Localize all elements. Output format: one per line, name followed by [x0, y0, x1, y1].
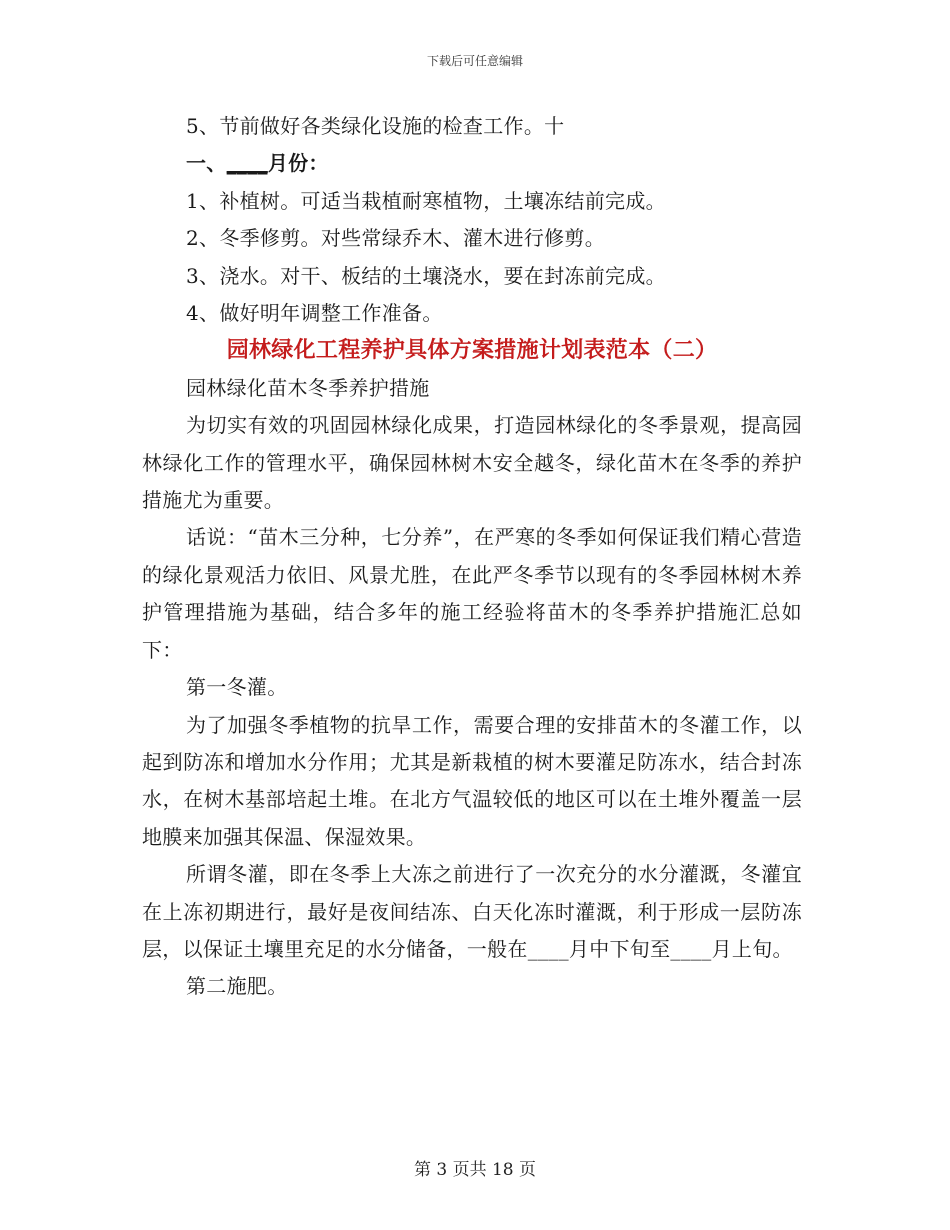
- month-heading-prefix: 一、: [186, 151, 227, 176]
- section-title: 园林绿化工程养护具体方案措施计划表范本（二）: [226, 337, 718, 364]
- paragraph: 所谓冬灌，即在冬季上大冻之前进行了一次充分的水分灌溉，冬灌宜在上冻初期进行，最好是夜间结冻、白天化冻时灌溉，利于形成一层防冻层，以保证土壤里充足的水分储备，一般在____月中下旬至____月上旬。: [142, 862, 802, 961]
- page-header: 下载后可任意编辑: [426, 54, 523, 68]
- paragraph: 话说：“苗木三分种，七分养”，在严寒的冬季如何保证我们精心营造的绿化景观活力依旧、风景尤胜，在此严冬季节以现有的冬季园林树木养护管理措施为基础，结合多年的施工经验将苗木的冬季养护措施汇总如下：: [142, 525, 802, 662]
- page-footer: 第 3 页共 18 页: [413, 1160, 537, 1180]
- list-item: 4、做好明年调整工作准备。: [186, 301, 443, 326]
- list-item: 3、浇水。对干、板结的土壤浇水，要在封冻前完成。: [186, 263, 666, 288]
- subtitle: 园林绿化苗木冬季养护措施: [186, 375, 430, 400]
- paragraph: 为切实有效的巩固园林绿化成果，打造园林绿化的冬季景观，提高园林绿化工作的管理水平，确保园林树木安全越冬，绿化苗木在冬季的养护措施尤为重要。: [142, 413, 802, 513]
- list-item: 1、补植树。可适当栽植耐寒植物，土壤冻结前完成。: [186, 188, 666, 213]
- month-heading: [142, 145, 802, 182]
- month-heading-blank: ____: [226, 151, 268, 176]
- month-heading-suffix: 月份：: [267, 151, 329, 176]
- list-item: 2、冬季修剪。对些常绿乔木、灌木进行修剪。: [186, 226, 606, 251]
- paragraph: 第一冬灌。: [186, 675, 288, 700]
- paragraph: 为了加强冬季植物的抗旱工作，需要合理的安排苗木的冬灌工作，以起到防冻和增加水分作用；尤其是新栽植的树木要灌足防冻水，结合封冻水，在树木基部培起土堆。在北方气温较低的地区可以在土堆外覆盖一层地膜来加强其保温、保湿效果。: [142, 712, 802, 849]
- list-item: 5、节前做好各类绿化设施的检查工作。十: [186, 114, 565, 138]
- document-body: [142, 108, 802, 1006]
- paragraph: 第二施肥。: [186, 974, 288, 999]
